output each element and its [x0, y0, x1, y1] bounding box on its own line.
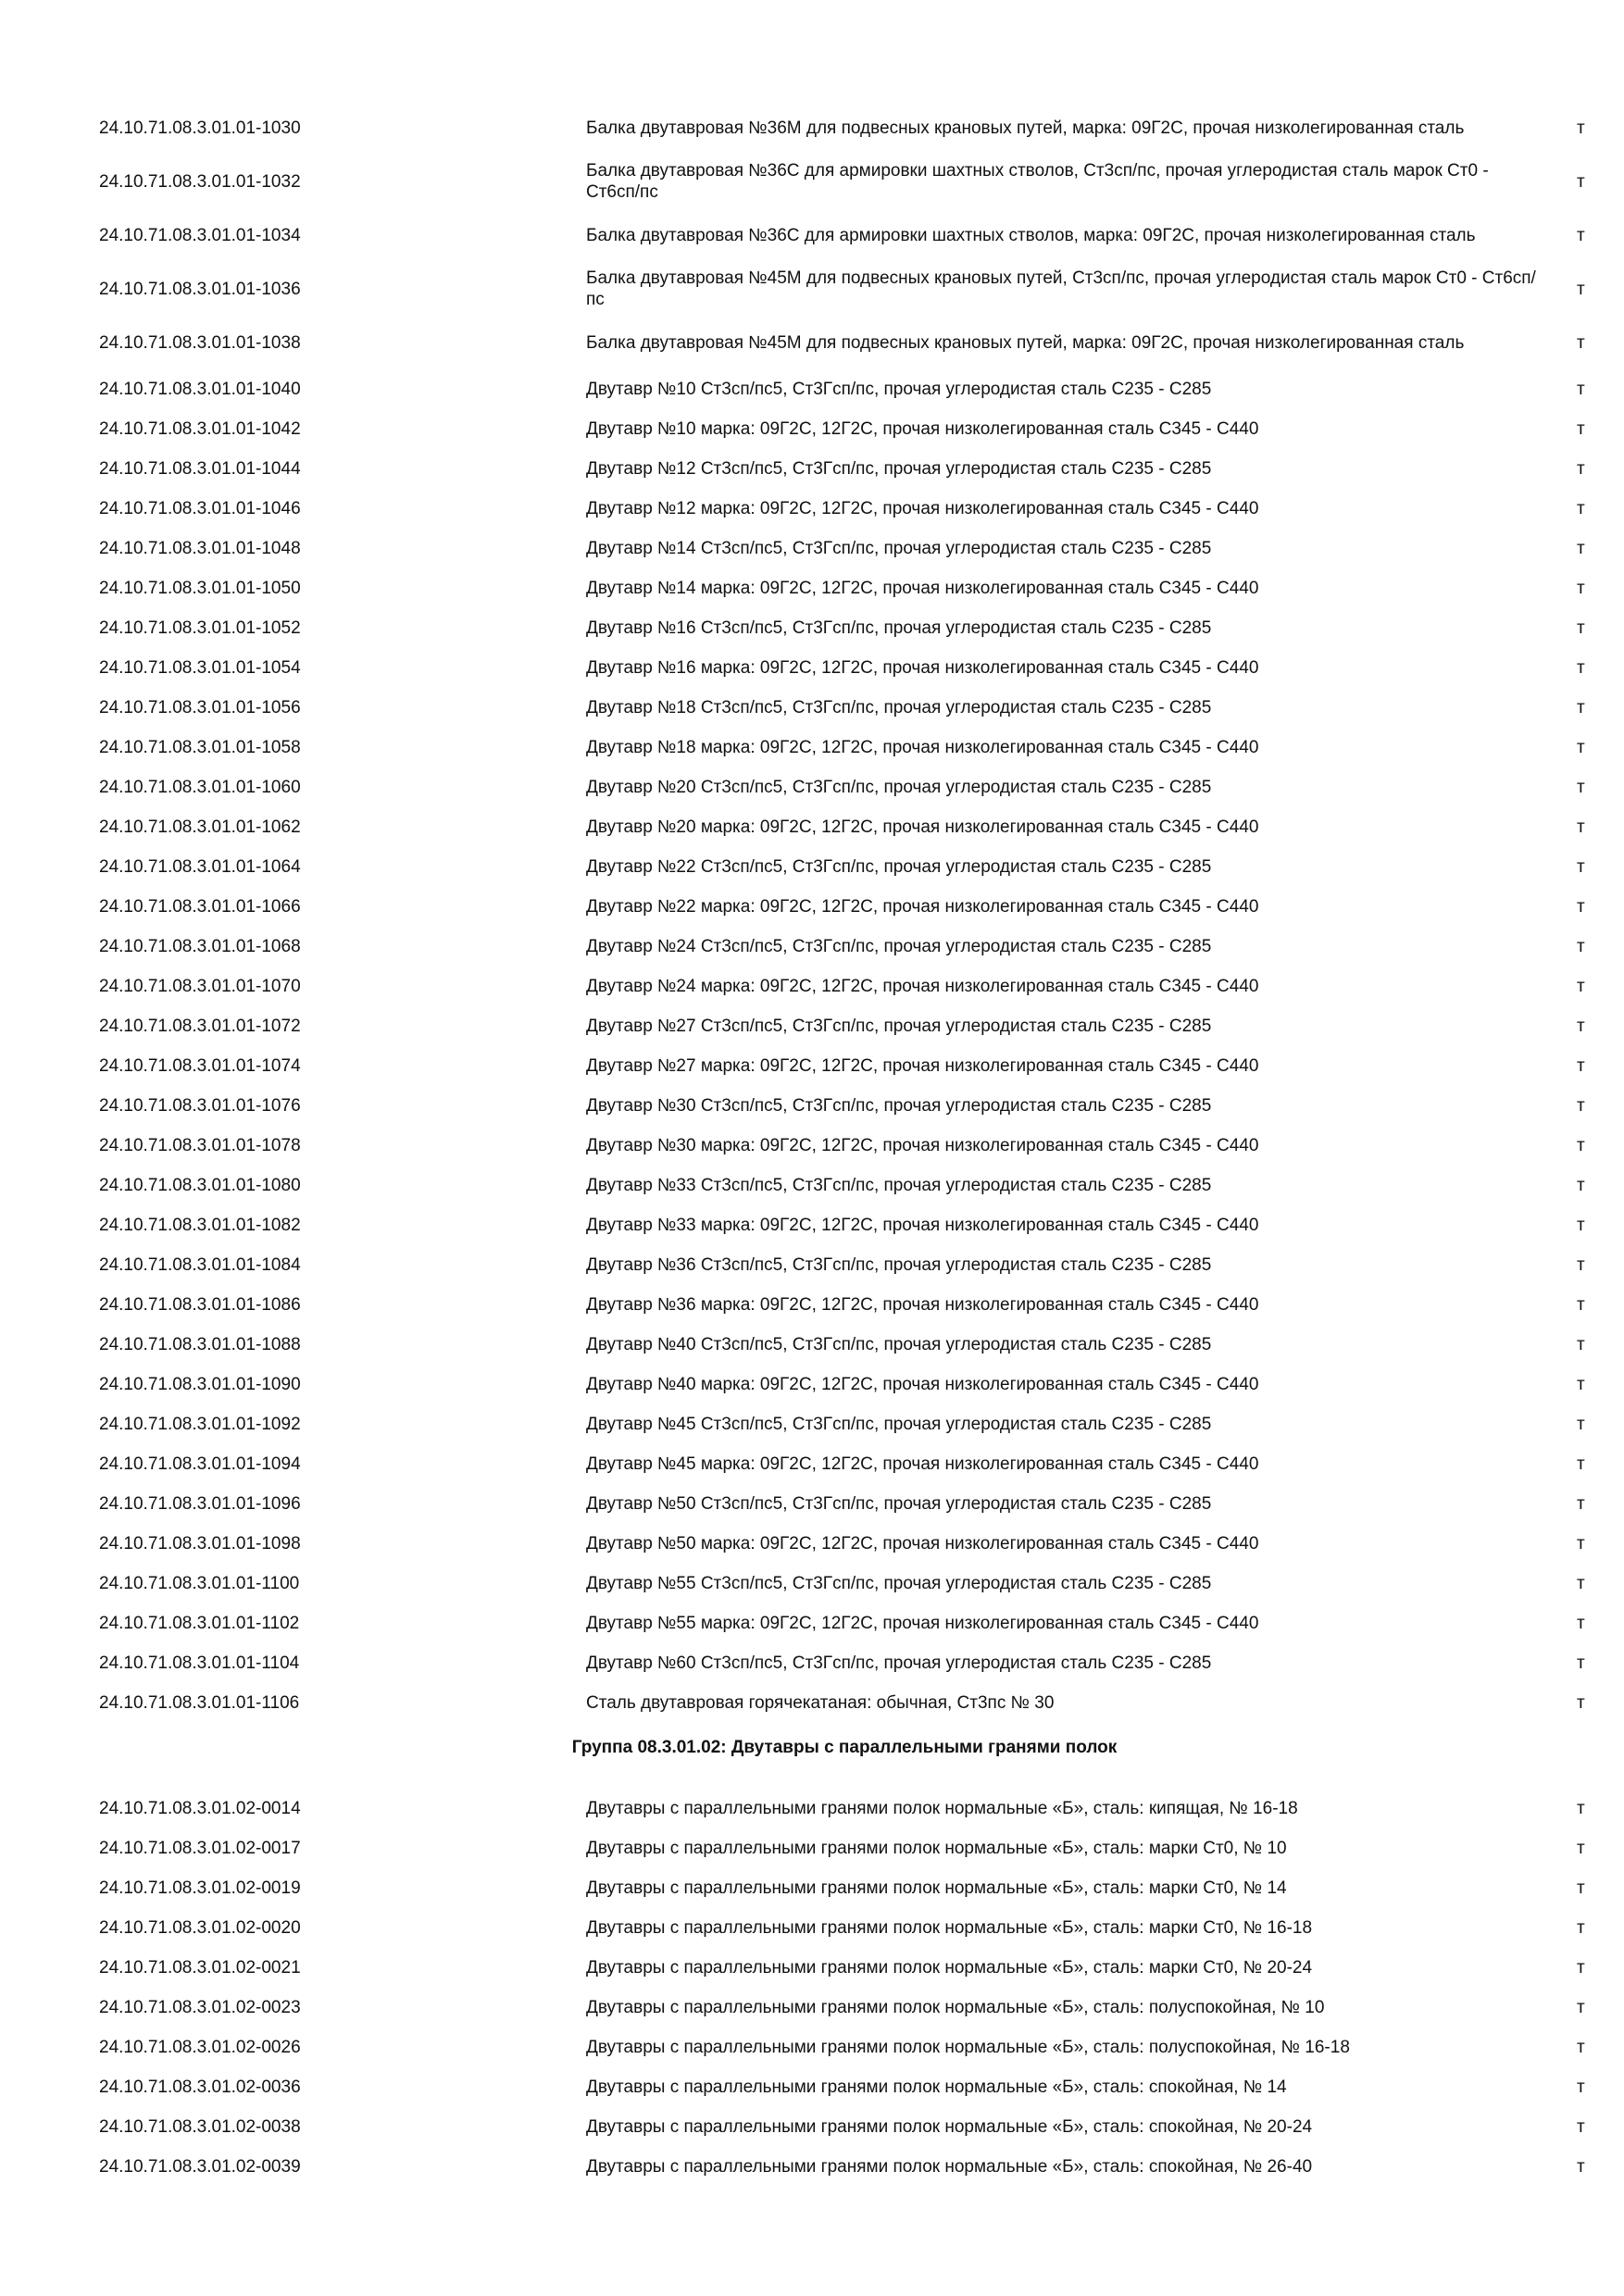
item-unit: т	[1577, 2157, 1585, 2177]
item-unit: т	[1577, 2038, 1585, 2057]
item-name: Двутавр №40 Ст3сп/пс5, Ст3Гсп/пс, прочая углеродистая сталь С235 - С285	[586, 1335, 1212, 1354]
item-name: Балка двутавровая №36М для подвесных крановых путей, марка: 09Г2С, прочая низколегированная сталь	[586, 118, 1465, 138]
table-row	[0, 2107, 1624, 2147]
item-unit: т	[1577, 1653, 1585, 1673]
table-row	[0, 2028, 1624, 2067]
item-code: 24.10.71.08.3.01.01-1064	[99, 857, 301, 877]
item-unit: т	[1577, 279, 1585, 299]
item-code: 24.10.71.08.3.01.01-1084	[99, 1255, 301, 1275]
item-name: Сталь двутавровая горячекатаная: обычная, Ст3пс № 30	[586, 1693, 1055, 1713]
item-code: 24.10.71.08.3.01.02-0017	[99, 1839, 301, 1858]
item-name: Двутавр №55 марка: 09Г2С, 12Г2С, прочая низколегированная сталь С345 - С440	[586, 1614, 1259, 1633]
table-row	[0, 1166, 1624, 1205]
item-name: Двутавр №22 марка: 09Г2С, 12Г2С, прочая низколегированная сталь С345 - С440	[586, 897, 1259, 917]
table-row	[0, 1046, 1624, 1086]
item-name: Двутавр №50 Ст3сп/пс5, Ст3Гсп/пс, прочая углеродистая сталь С235 - С285	[586, 1494, 1212, 1514]
item-code: 24.10.71.08.3.01.01-1096	[99, 1494, 301, 1514]
table-row	[0, 1086, 1624, 1126]
item-name: Двутавр №24 марка: 09Г2С, 12Г2С, прочая низколегированная сталь С345 - С440	[586, 977, 1259, 996]
item-unit: т	[1577, 857, 1585, 877]
item-unit: т	[1577, 1375, 1585, 1394]
item-code: 24.10.71.08.3.01.02-0039	[99, 2157, 301, 2177]
table-row	[0, 1828, 1624, 1868]
item-name: Двутавры с параллельными гранями полок нормальные «Б», сталь: марки Ст0, № 16-18	[586, 1918, 1313, 1938]
item-name: Двутавр №36 Ст3сп/пс5, Ст3Гсп/пс, прочая углеродистая сталь С235 - С285	[586, 1255, 1212, 1275]
item-unit: т	[1577, 225, 1585, 245]
item-name: Двутавр №16 Ст3сп/пс5, Ст3Гсп/пс, прочая углеродистая сталь С235 - С285	[586, 618, 1212, 638]
item-unit: т	[1577, 2078, 1585, 2097]
item-unit: т	[1577, 1799, 1585, 1818]
table-row	[0, 728, 1624, 767]
item-code: 24.10.71.08.3.01.01-1060	[99, 778, 301, 797]
item-unit: т	[1577, 332, 1585, 353]
item-name: Двутавры с параллельными гранями полок нормальные «Б», сталь: марки Ст0, № 10	[586, 1839, 1287, 1858]
table-row	[0, 101, 1624, 155]
table-row	[0, 1484, 1624, 1524]
table-row	[0, 608, 1624, 648]
item-name: Двутавры с параллельными гранями полок нормальные «Б», сталь: марки Ст0, № 14	[586, 1878, 1287, 1898]
item-name: Двутавры с параллельными гранями полок нормальные «Б», сталь: спокойная, № 26-40	[586, 2157, 1313, 2177]
table-row	[0, 1564, 1624, 1603]
item-code: 24.10.71.08.3.01.02-0023	[99, 1998, 301, 2017]
table-row	[0, 568, 1624, 608]
item-unit: т	[1577, 499, 1585, 518]
table-row	[0, 1868, 1624, 1908]
item-unit: т	[1577, 419, 1585, 439]
item-unit: т	[1577, 897, 1585, 917]
item-unit: т	[1577, 1415, 1585, 1434]
item-name: Двутавр №16 марка: 09Г2С, 12Г2С, прочая низколегированная сталь С345 - С440	[586, 658, 1259, 678]
item-name: Двутавр №20 Ст3сп/пс5, Ст3Гсп/пс, прочая углеродистая сталь С235 - С285	[586, 778, 1212, 797]
item-code: 24.10.71.08.3.01.01-1100	[99, 1574, 300, 1593]
item-name: Двутавр №18 марка: 09Г2С, 12Г2С, прочая низколегированная сталь С345 - С440	[586, 738, 1259, 757]
item-name: Двутавр №14 марка: 09Г2С, 12Г2С, прочая низколегированная сталь С345 - С440	[586, 579, 1259, 598]
item-code: 24.10.71.08.3.01.01-1094	[99, 1454, 301, 1474]
item-code: 24.10.71.08.3.01.01-1038	[99, 332, 301, 353]
table-row	[0, 1325, 1624, 1365]
item-unit: т	[1577, 539, 1585, 558]
item-unit: т	[1577, 1614, 1585, 1633]
item-name: Двутавр №22 Ст3сп/пс5, Ст3Гсп/пс, прочая углеродистая сталь С235 - С285	[586, 857, 1212, 877]
item-code: 24.10.71.08.3.01.02-0019	[99, 1878, 301, 1898]
item-name: Двутавры с параллельными гранями полок нормальные «Б», сталь: полуспокойная, № 16-18	[586, 2038, 1350, 2057]
item-name: Двутавры с параллельными гранями полок нормальные «Б», сталь: полуспокойная, № 10	[586, 1998, 1325, 2017]
item-unit: т	[1577, 1295, 1585, 1315]
item-unit: т	[1577, 2117, 1585, 2137]
table-row	[0, 1683, 1624, 1723]
item-name: Двутавр №45 марка: 09Г2С, 12Г2С, прочая низколегированная сталь С345 - С440	[586, 1454, 1259, 1474]
table-row	[0, 409, 1624, 449]
table-row	[0, 489, 1624, 529]
item-name: Балка двутавровая №45М для подвесных крановых путей, Ст3сп/пс, прочая углеродистая сталь марок Ст0 - Ст6сп/пс	[586, 268, 1536, 309]
item-code: 24.10.71.08.3.01.01-1052	[99, 618, 301, 638]
item-name: Двутавр №33 Ст3сп/пс5, Ст3Гсп/пс, прочая углеродистая сталь С235 - С285	[586, 1176, 1212, 1195]
item-name: Двутавры с параллельными гранями полок нормальные «Б», сталь: спокойная, № 20-24	[586, 2117, 1313, 2137]
item-name: Двутавр №10 Ст3сп/пс5, Ст3Гсп/пс, прочая углеродистая сталь С235 - С285	[586, 380, 1212, 399]
item-name: Двутавр №33 марка: 09Г2С, 12Г2С, прочая низколегированная сталь С345 - С440	[586, 1216, 1259, 1235]
item-unit: т	[1577, 1454, 1585, 1474]
item-code: 24.10.71.08.3.01.01-1044	[99, 459, 301, 479]
table-row	[0, 1365, 1624, 1404]
item-name: Двутавр №30 Ст3сп/пс5, Ст3Гсп/пс, прочая углеродистая сталь С235 - С285	[586, 1096, 1212, 1116]
item-code: 24.10.71.08.3.01.01-1054	[99, 658, 301, 678]
item-unit: т	[1577, 977, 1585, 996]
table-row	[0, 262, 1624, 316]
item-name: Двутавры с параллельными гранями полок нормальные «Б», сталь: марки Ст0, № 20-24	[586, 1958, 1313, 1978]
item-name: Двутавр №40 марка: 09Г2С, 12Г2С, прочая низколегированная сталь С345 - С440	[586, 1375, 1259, 1394]
table-row	[0, 449, 1624, 489]
item-code: 24.10.71.08.3.01.01-1042	[99, 419, 301, 439]
table-row	[0, 1603, 1624, 1643]
item-unit: т	[1577, 698, 1585, 718]
table-row	[0, 967, 1624, 1006]
item-unit: т	[1577, 1878, 1585, 1898]
table-row	[0, 688, 1624, 728]
item-name: Двутавр №45 Ст3сп/пс5, Ст3Гсп/пс, прочая углеродистая сталь С235 - С285	[586, 1415, 1212, 1434]
item-code: 24.10.71.08.3.01.01-1072	[99, 1017, 301, 1036]
table-row	[0, 208, 1624, 262]
item-unit: т	[1577, 1255, 1585, 1275]
item-unit: т	[1577, 459, 1585, 479]
table-row	[0, 1988, 1624, 2028]
item-code: 24.10.71.08.3.01.01-1106	[99, 1693, 300, 1713]
item-code: 24.10.71.08.3.01.02-0026	[99, 2038, 301, 2057]
item-name: Двутавр №14 Ст3сп/пс5, Ст3Гсп/пс, прочая углеродистая сталь С235 - С285	[586, 539, 1212, 558]
item-unit: т	[1577, 1574, 1585, 1593]
item-unit: т	[1577, 1494, 1585, 1514]
item-code: 24.10.71.08.3.01.01-1086	[99, 1295, 301, 1315]
item-name: Двутавр №27 Ст3сп/пс5, Ст3Гсп/пс, прочая углеродистая сталь С235 - С285	[586, 1017, 1212, 1036]
item-code: 24.10.71.08.3.01.01-1040	[99, 380, 301, 399]
item-unit: т	[1577, 937, 1585, 956]
table-row	[0, 316, 1624, 369]
table-row	[0, 1205, 1624, 1245]
table-row	[0, 887, 1624, 927]
item-name: Двутавр №30 марка: 09Г2С, 12Г2С, прочая низколегированная сталь С345 - С440	[586, 1136, 1259, 1155]
item-name: Двутавр №18 Ст3сп/пс5, Ст3Гсп/пс, прочая углеродистая сталь С235 - С285	[586, 698, 1212, 718]
item-unit: т	[1577, 1693, 1585, 1713]
table-row	[0, 1245, 1624, 1285]
item-code: 24.10.71.08.3.01.02-0014	[99, 1799, 301, 1818]
table-row	[0, 648, 1624, 688]
table-row	[0, 369, 1624, 409]
item-code: 24.10.71.08.3.01.01-1078	[99, 1136, 301, 1155]
item-code: 24.10.71.08.3.01.01-1046	[99, 499, 301, 518]
item-code: 24.10.71.08.3.01.01-1034	[99, 225, 301, 245]
item-unit: т	[1577, 1918, 1585, 1938]
item-unit: т	[1577, 1017, 1585, 1036]
item-unit: т	[1577, 1216, 1585, 1235]
item-code: 24.10.71.08.3.01.01-1068	[99, 937, 301, 956]
item-name: Балка двутавровая №36С для армировки шахтных стволов, Ст3сп/пс, прочая углеродистая сталь марок Ст0 - Ст6сп/пс	[586, 161, 1489, 202]
item-unit: т	[1577, 1096, 1585, 1116]
table-row	[0, 1908, 1624, 1948]
table-row	[0, 807, 1624, 847]
item-unit: т	[1577, 618, 1585, 638]
item-code: 24.10.71.08.3.01.01-1056	[99, 698, 301, 718]
table-row	[0, 2147, 1624, 2187]
item-name: Балка двутавровая №45М для подвесных крановых путей, марка: 09Г2С, прочая низколегированная сталь	[586, 332, 1465, 353]
item-code: 24.10.71.08.3.01.01-1104	[99, 1653, 300, 1673]
table-row	[0, 155, 1624, 208]
item-unit: т	[1577, 1056, 1585, 1076]
item-unit: т	[1577, 171, 1585, 192]
item-code: 24.10.71.08.3.01.01-1036	[99, 279, 301, 299]
item-name: Двутавр №10 марка: 09Г2С, 12Г2С, прочая низколегированная сталь С345 - С440	[586, 419, 1259, 439]
item-code: 24.10.71.08.3.01.01-1030	[99, 118, 301, 138]
item-code: 24.10.71.08.3.01.01-1050	[99, 579, 301, 598]
item-unit: т	[1577, 118, 1585, 138]
item-code: 24.10.71.08.3.01.01-1102	[99, 1614, 300, 1633]
item-code: 24.10.71.08.3.01.01-1062	[99, 817, 301, 837]
item-unit: т	[1577, 380, 1585, 399]
item-unit: т	[1577, 817, 1585, 837]
table-row	[0, 927, 1624, 967]
item-code: 24.10.71.08.3.01.02-0021	[99, 1958, 301, 1978]
table-row	[0, 1126, 1624, 1166]
table-row	[0, 2067, 1624, 2107]
item-code: 24.10.71.08.3.01.01-1066	[99, 897, 301, 917]
group-heading: Группа 08.3.01.02: Двутавры с параллельными гранями полок	[571, 1738, 1118, 1757]
item-name: Двутавр №12 марка: 09Г2С, 12Г2С, прочая низколегированная сталь С345 - С440	[586, 499, 1259, 518]
item-code: 24.10.71.08.3.01.01-1080	[99, 1176, 301, 1195]
item-code: 24.10.71.08.3.01.01-1082	[99, 1216, 301, 1235]
table-row	[0, 1404, 1624, 1444]
item-name: Двутавр №12 Ст3сп/пс5, Ст3Гсп/пс, прочая углеродистая сталь С235 - С285	[586, 459, 1212, 479]
item-code: 24.10.71.08.3.01.01-1088	[99, 1335, 301, 1354]
item-name: Двутавр №55 Ст3сп/пс5, Ст3Гсп/пс, прочая углеродистая сталь С235 - С285	[586, 1574, 1212, 1593]
table-row	[0, 1643, 1624, 1683]
item-code: 24.10.71.08.3.01.01-1074	[99, 1056, 301, 1076]
table-row	[0, 1444, 1624, 1484]
item-unit: т	[1577, 738, 1585, 757]
item-unit: т	[1577, 1958, 1585, 1978]
item-code: 24.10.71.08.3.01.01-1058	[99, 738, 301, 757]
item-code: 24.10.71.08.3.01.02-0038	[99, 2117, 301, 2137]
item-unit: т	[1577, 1136, 1585, 1155]
item-unit: т	[1577, 1998, 1585, 2017]
item-code: 24.10.71.08.3.01.02-0036	[99, 2078, 301, 2097]
item-code: 24.10.71.08.3.01.01-1092	[99, 1415, 301, 1434]
item-name: Двутавр №36 марка: 09Г2С, 12Г2С, прочая низколегированная сталь С345 - С440	[586, 1295, 1259, 1315]
item-code: 24.10.71.08.3.01.01-1032	[99, 171, 301, 192]
item-unit: т	[1577, 1839, 1585, 1858]
item-code: 24.10.71.08.3.01.01-1070	[99, 977, 301, 996]
item-name: Балка двутавровая №36С для армировки шахтных стволов, марка: 09Г2С, прочая низколегированная сталь	[586, 225, 1476, 245]
item-unit: т	[1577, 1176, 1585, 1195]
item-name: Двутавры с параллельными гранями полок нормальные «Б», сталь: кипящая, № 16-18	[586, 1799, 1298, 1818]
table-row	[0, 767, 1624, 807]
table-row	[0, 529, 1624, 568]
item-name: Двутавр №20 марка: 09Г2С, 12Г2С, прочая низколегированная сталь С345 - С440	[586, 817, 1259, 837]
item-unit: т	[1577, 778, 1585, 797]
item-unit: т	[1577, 658, 1585, 678]
item-name: Двутавры с параллельными гранями полок нормальные «Б», сталь: спокойная, № 14	[586, 2078, 1287, 2097]
table-row	[0, 1948, 1624, 1988]
table-row	[0, 1789, 1624, 1828]
table-row	[0, 847, 1624, 887]
table-row	[0, 1524, 1624, 1564]
item-unit: т	[1577, 1534, 1585, 1554]
table-row	[0, 1006, 1624, 1046]
item-code: 24.10.71.08.3.01.02-0020	[99, 1918, 301, 1938]
item-code: 24.10.71.08.3.01.01-1076	[99, 1096, 301, 1116]
item-unit: т	[1577, 1335, 1585, 1354]
item-code: 24.10.71.08.3.01.01-1090	[99, 1375, 301, 1394]
item-name: Двутавр №50 марка: 09Г2С, 12Г2С, прочая низколегированная сталь С345 - С440	[586, 1534, 1259, 1554]
table-row	[0, 1285, 1624, 1325]
item-code: 24.10.71.08.3.01.01-1048	[99, 539, 301, 558]
price-list-group-a	[0, 101, 1624, 1723]
item-name: Двутавр №24 Ст3сп/пс5, Ст3Гсп/пс, прочая углеродистая сталь С235 - С285	[586, 937, 1212, 956]
price-list-group-b	[0, 1789, 1624, 2187]
item-code: 24.10.71.08.3.01.01-1098	[99, 1534, 301, 1554]
item-unit: т	[1577, 579, 1585, 598]
item-name: Двутавр №27 марка: 09Г2С, 12Г2С, прочая низколегированная сталь С345 - С440	[586, 1056, 1259, 1076]
item-name: Двутавр №60 Ст3сп/пс5, Ст3Гсп/пс, прочая углеродистая сталь С235 - С285	[586, 1653, 1212, 1673]
